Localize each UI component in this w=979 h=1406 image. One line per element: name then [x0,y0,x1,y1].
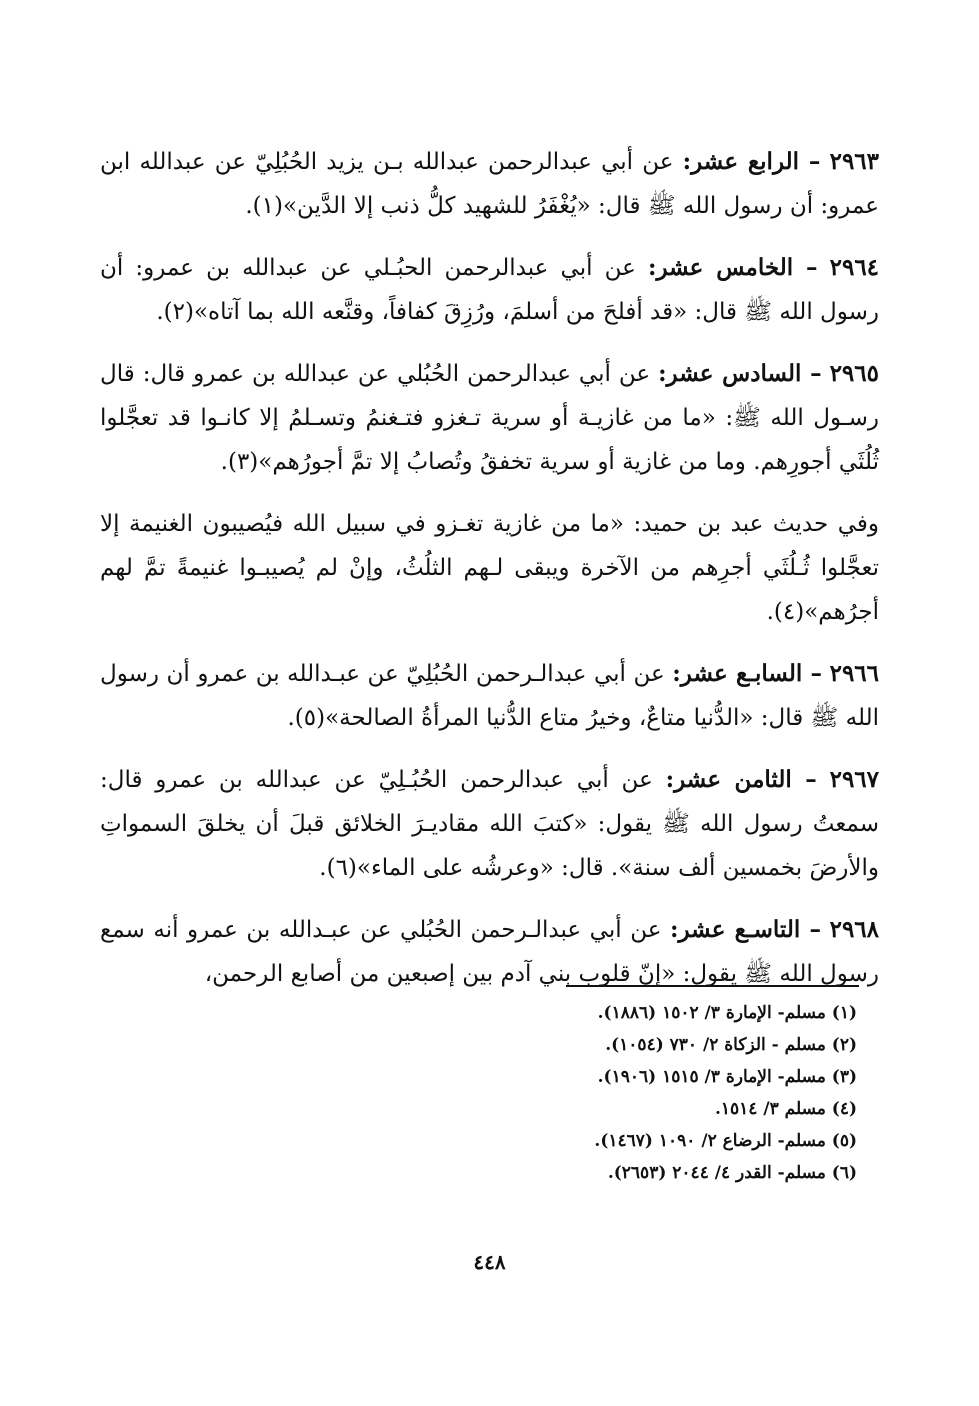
entry-text: عن أبي عبدالرحمن الحُبُلي عن عبدالله بن عمرو قال: قال رسـول الله ﷺ: «ما من غازيـة أو سرية تـغزو فتـغنمُ وتسـلمُ إلا كانـوا قد تعجَّلوا ثُلُثَي أجورِهم. وما من غازية أو سرية تخفقُ وتُصابُ إلا تمَّ أجورُهم»(٣). [100,361,879,475]
footnote: (١) مسلم- الإمارة ٣/ ١٥٠٢ (١٨٨٦). [597,1003,857,1023]
entry-label: التاسـع عشر: [670,916,801,943]
entry-dash: – [793,254,818,281]
entry-number: ٢٩٦٨ [829,916,880,943]
page-number: ٤٤٨ [473,1250,506,1274]
hadith-entry [100,246,879,334]
entry-number: ٢٩٦٥ [829,360,879,387]
entry-text: عن أبي عبدالرحمن الحبُـلي عن عبدالله بن عمرو: أن رسول الله ﷺ قال: «قد أفلحَ من أسلمَ، ورُزِقَ كفافاً، وقنَّعه الله بما آتاه»(٢). [100,255,879,325]
entry-label: السابـع عشر: [672,660,803,687]
hadith-entry [100,908,879,996]
hadith-entry [100,652,879,740]
entry-dash: – [802,660,823,687]
main-text [100,140,879,1014]
entry-dash: – [801,360,822,387]
entry-dash: – [799,148,821,175]
entry-text: وفي حديث عبد بن حميد: «ما من غازية تغـزو في سبيل الله فيُصيبون الغنيمة إلا تعجَّلوا ثُـلُثَي أجرِهم من الآخرة ويبقى لـهم الثلُثُ، وإنْ لم يُصيبـوا غنيمةً تمَّ لهم أجرُهم»(٤). [100,511,879,625]
entry-number: ٢٩٦٧ [829,766,880,793]
footnotes [300,998,857,1190]
entry-label: السادس عشر: [658,360,802,387]
entry-label: الرابع عشر: [682,148,800,175]
entry-dash: – [791,766,817,793]
footnote: (٥) مسلم- الرضاع ٢/ ١٠٩٠ (١٤٦٧). [594,1131,857,1151]
entry-text: عن أبي عبدالـرحمن الحُبُلِيّ عن عبـدالله بن عمرو أن رسول الله ﷺ قال: «الدُّنيا متاعٌ، وخيرُ متاع الدُّنيا المرأةُ الصالحة»(٥). [100,661,879,731]
entry-label: الثامن عشر: [665,766,792,793]
hadith-continuation [100,502,879,634]
entry-text: عن أبي عبدالرحمن الحُبُـلِيّ عن عبدالله بن عمرو قال: سمعتُ رسول الله ﷺ يقول: «كتبَ الله مقاديـرَ الخلائق قبلَ أن يخلقَ السمواتِ والأرضَ بخمسين ألف سنة». قال: «وعرشُه على الماء»(٦). [100,767,879,881]
entry-number: ٢٩٦٣ [829,148,880,175]
footnote: (٦) مسلم- القدر ٤/ ٢٠٤٤ (٢٦٥٣). [607,1163,857,1183]
entry-text: عن أبي عبدالـرحمن الحُبُلي عن عبـدالله بن عمرو أنه سمع رسول الله ﷺ يقول: «إنّ قلوب بني آدم بين إصبعين من أصابع الرحمن، [100,917,879,987]
hadith-entry [100,140,879,228]
footnote: (٣) مسلم- الإمارة ٣/ ١٥١٥ (١٩٠٦). [597,1067,857,1087]
entry-label: الخامس عشر: [647,254,794,281]
entry-dash: – [800,916,822,943]
footnote: (٤) مسلم ٣/ ١٥١٤. [714,1099,857,1119]
entry-number: ٢٩٦٤ [829,254,880,281]
hadith-entry [100,758,879,890]
entry-number: ٢٩٦٦ [829,660,880,687]
footnote: (٢) مسلم - الزكاة ٢/ ٧٣٠ (١٠٥٤). [605,1035,857,1055]
entry-text: عن أبي عبدالرحمن عبدالله بـن يزيد الحُبُلِيّ عن عبدالله ابن عمرو: أن رسول الله ﷺ قال: «يُغْفَرُ للشهيد كلُّ ذنب إلا الدَّين»(١). [100,149,879,219]
hadith-entry [100,352,879,484]
footnote-divider [566,985,859,987]
